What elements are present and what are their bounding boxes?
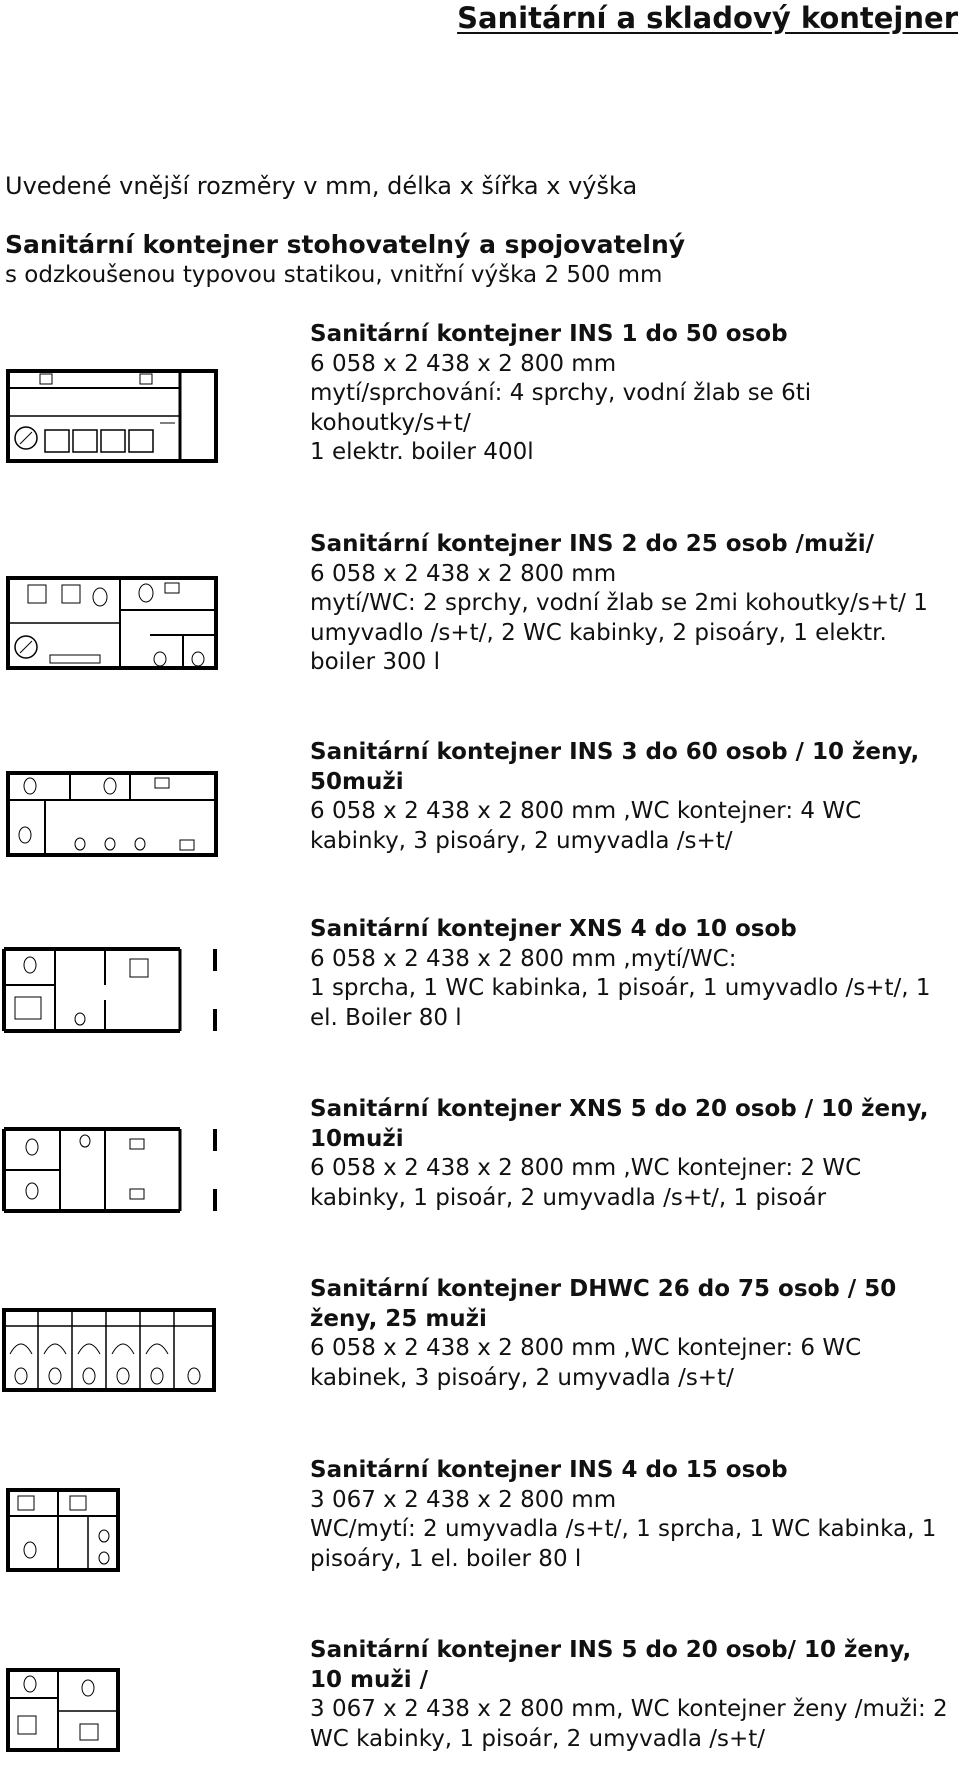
item-title: Sanitární kontejner INS 5 do 20 osob/ 10 ženy, 10 muži /: [310, 1637, 912, 1693]
item-description: 6 058 x 2 438 x 2 800 mm ,WC kontejner: 2 WC kabinky, 1 pisoár, 2 umyvadla /s+t/, 1 pisoár: [310, 1155, 862, 1211]
item-title: Sanitární kontejner XNS 5 do 20 osob / 10 ženy, 10muži: [310, 1096, 929, 1152]
item-title: Sanitární kontejner INS 3 do 60 osob / 10 ženy, 50muži: [310, 739, 920, 795]
item-description: 3 067 x 2 438 x 2 800 mm, WC kontejner ženy /muži: 2 WC kabinky, 1 pisoár, 2 umyvadla /s+t/: [310, 1696, 948, 1752]
item-title: Sanitární kontejner INS 4 do 15 osob: [310, 1457, 788, 1483]
container-item-ins-4: [310, 1456, 950, 1574]
section-heading: Sanitární kontejner stohovatelný a spojovatelný: [5, 230, 686, 259]
item-title: Sanitární kontejner DHWC 26 do 75 osob / 50 ženy, 25 muži: [310, 1276, 897, 1332]
container-item-ins-5: [310, 1636, 950, 1754]
floor-plan-ins-2: [0, 575, 225, 675]
container-item-xns-5: [310, 1095, 950, 1213]
container-item-dhwc-26: [310, 1275, 950, 1393]
floor-plan-xns-5: [0, 1125, 225, 1215]
item-description: 6 058 x 2 438 x 2 800 mm ,WC kontejner: 4 WC kabinky, 3 pisoáry, 2 umyvadla /s+t/: [310, 798, 862, 854]
floor-plan-ins-5: [0, 1666, 160, 1756]
container-item-ins-3: [310, 738, 950, 856]
floor-plan-ins-1: [0, 368, 225, 468]
item-title: Sanitární kontejner XNS 4 do 10 osob: [310, 916, 797, 942]
container-item-ins-1: [310, 320, 950, 468]
floor-plan-xns-4: [0, 945, 225, 1035]
intro-text: Uvedené vnější rozměry v mm, délka x šířka x výška: [5, 172, 638, 200]
floor-plan-ins-4: [0, 1486, 160, 1576]
item-description: 6 058 x 2 438 x 2 800 mm ,mytí/WC: 1 sprcha, 1 WC kabinka, 1 pisoár, 1 umyvadlo /s+t/, 1 el. Boiler 80 l: [310, 945, 931, 1031]
item-title: Sanitární kontejner INS 2 do 25 osob /muži/: [310, 531, 874, 557]
item-title: Sanitární kontejner INS 1 do 50 osob: [310, 321, 788, 347]
section-header: [5, 230, 935, 290]
section-subheading: s odzkoušenou typovou statikou, vnitřní výška 2 500 mm: [5, 262, 663, 288]
item-description: 6 058 x 2 438 x 2 800 mm ,WC kontejner: 6 WC kabinek, 3 pisoáry, 2 umyvadla /s+t/: [310, 1335, 862, 1391]
floor-plan-ins-3: [0, 770, 225, 860]
item-description: 6 058 x 2 438 x 2 800 mm mytí/sprchování: 4 sprchy, vodní žlab se 6ti kohoutky/s+t/ 1 elektr. boiler 400l: [310, 350, 812, 465]
page-title: Sanitární a skladový kontejner: [457, 1, 958, 35]
container-item-xns-4: [310, 915, 950, 1033]
item-description: 3 067 x 2 438 x 2 800 mm WC/mytí: 2 umyvadla /s+t/, 1 sprcha, 1 WC kabinka, 1 pisoáry, 1 el. boiler 80 l: [310, 1486, 937, 1572]
floor-plan-dhwc-26: [0, 1306, 225, 1396]
container-item-ins-2: [310, 530, 950, 678]
item-description: 6 058 x 2 438 x 2 800 mm mytí/WC: 2 sprchy, vodní žlab se 2mi kohoutky/s+t/ 1 umyvadlo /s+t/, 2 WC kabinky, 2 pisoáry, 1 elektr. boiler 300 l: [310, 560, 928, 675]
